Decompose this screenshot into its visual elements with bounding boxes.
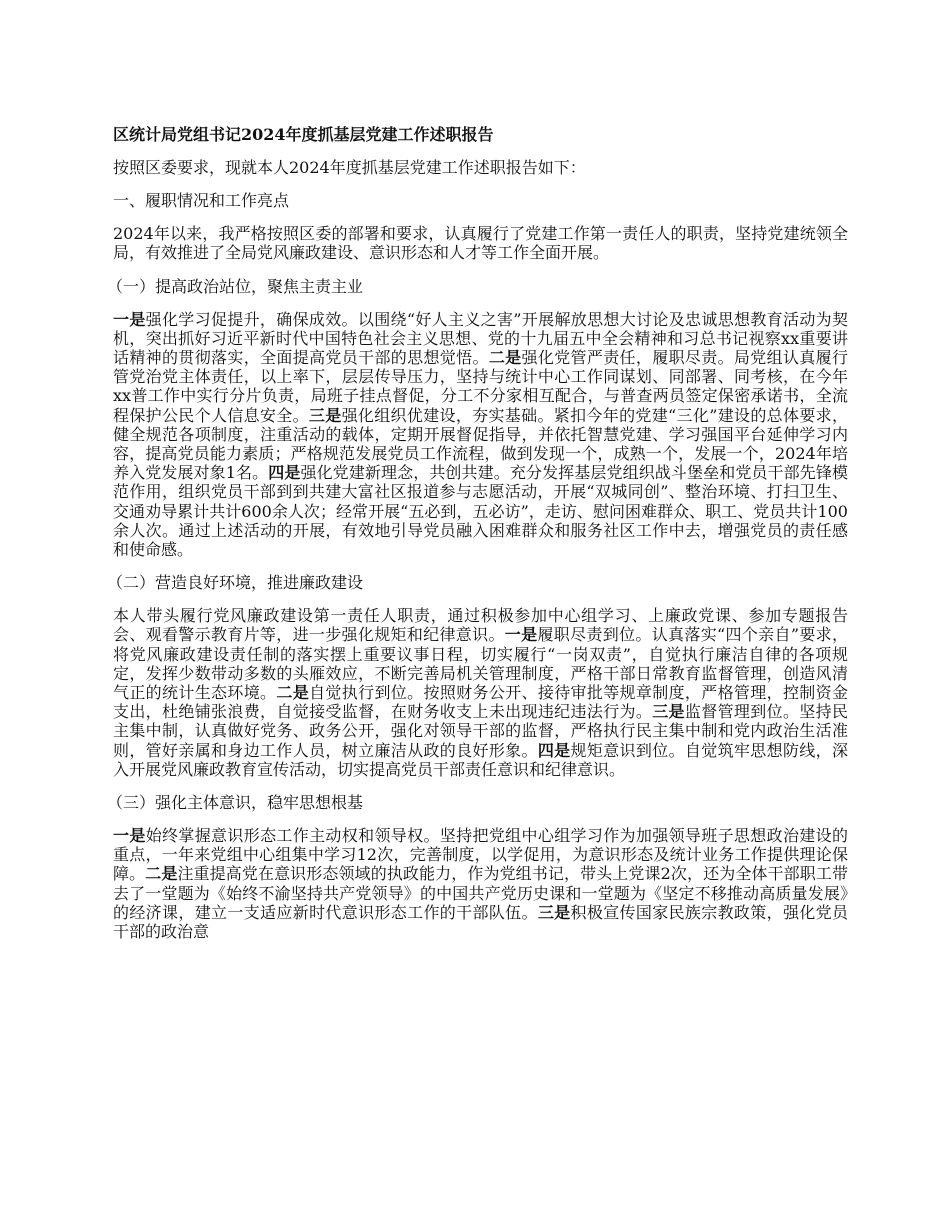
point-label: 三是 (537, 902, 571, 922)
point-label: 一是 (113, 309, 146, 329)
point-text: 履职尽责到位。认真落实“四个亲自”要求，将党风廉政建设责任制的落实摆上重要议事日程，切实履行“一岗双责”，自觉执行廉洁自律的各项规定，发挥少数带动多数的头雁效应，不断完善局机关管理制度，严格干部日常教育监督管理，创造风清气正的统计生态环境。 (113, 625, 848, 703)
point-text: 强化学习促提升，确保成效。以围绕“好人主义之害”开展解放思想大讨论及忠诚思想教育活动为契机，突出抓好习近平新时代中国特色社会主义思想、党的十九届五中全会精神和习总书记视察xx重要讲话精神的贯彻落实，全面提高党员干部的思想觉悟。 (113, 309, 848, 368)
point-text: 自觉执行到位。按照财务公开、接待审批等规章制度，严格管理，控制资金支出，杜绝铺张浪费，自觉接受监督，在财务收支上未出现违纪违法行为。 (113, 683, 848, 722)
point-text: 积极宣传国家民族宗教政策，强化党员干部的政治意 (113, 902, 848, 942)
subsection-3-heading: （三）强化主体意识，稳牢思想根基 (107, 793, 364, 813)
document-title: 区统计局党组书记2024年度抓基层党建工作述职报告 (113, 125, 494, 144)
point-text: 始终掌握意识形态工作主动权和领导权。坚持把党组中心组学习作为加强领导班子思想政治建设的重点，一年来党组中心组集中学习12次，完善制度，以学促用，为意识形态及统计业务工作提供理论保障。 (113, 826, 848, 884)
point-label: 二是 (488, 348, 522, 368)
point-text: 强化党管严责任，履职尽责。局党组认真履行管党治党主体责任，以上率下，层层传导压力，坚持与统计中心工作同谋划、同部署、同考核，在今年xx普工作中实行分片负责，局班子挂点督促，分工不分家相互配合，与普查两员签定保密承诺书，全流程保护公民个人信息安全。 (113, 348, 848, 425)
point-label: 一是 (113, 826, 146, 846)
document-page (107, 125, 848, 955)
point-label: 四是 (268, 463, 301, 483)
point-label: 三是 (308, 405, 342, 425)
point-text: 强化党建新理念，共创共建。充分发挥基层党组织战斗堡垒和党员干部先锋模范作用，组织党员干部到到共建大富社区报道参与志愿活动，开展“双城同创”、整治环境、打扫卫生、交通劝导累计共计600余人次；经常开展“五必到，五必访”，走访、慰问困难群众、职工、党员共计100余人次。通过上述活动的开展，有效地引导党员融入困难群众和服务社区工作中去，增强党员的责任感和使命感。 (113, 463, 848, 560)
subsection-1-paragraph (113, 310, 848, 560)
point-text: 规矩意识到位。自觉筑牢思想防线，深入开展党风廉政教育宣传活动，切实提高党员干部责任意识和纪律意识。 (113, 740, 848, 779)
subsection-1-heading: （一）提高政治站位，聚焦主责主业 (107, 276, 364, 296)
point-label: 二是 (276, 683, 310, 703)
subsection-2-paragraph (113, 606, 848, 779)
point-text: 注重提高党在意识形态领域的执政能力，作为党组书记，带头上党课2次，还为全体干部职工带去了一堂题为《始终不渝坚持共产党领导》的中国共产党历史课和一堂题为《坚定不移推动高质量发展》的经济课，建立一支适应新时代意识形态工作的干部队伍。 (113, 864, 848, 922)
point-text: 监督管理到位。坚持民主集中制，认真做好党务、政务公开，强化对领导干部的监督，严格执行民主集中制和党内政治生活准则，管好亲属和身边工作人员，树立廉洁从政的良好形象。 (113, 702, 848, 760)
point-label: 二是 (145, 864, 178, 884)
intro-paragraph: 按照区委要求，现就本人2024年度抓基层党建工作述职报告如下： (113, 158, 586, 177)
point-label: 三是 (652, 702, 685, 722)
subsection-3-paragraph (113, 826, 848, 941)
section-1-heading: 一、履职情况和工作亮点 (113, 191, 290, 211)
section-1-paragraph: 2024年以来，我严格按照区委的部署和要求，认真履行了党建工作第一责任人的职责，坚持党建统领全局，有效推进了全局党风廉政建设、意识形态和人才等工作全面开展。 (113, 224, 848, 263)
point-text: 强化组织优建设，夯实基础。紧扣今年的党建“三化”建设的总体要求，健全规范各项制度，注重活动的载体，定期开展督促指导，并依托智慧党建、学习强国平台延伸学习内容，提高党员能力素质；严格规范发展党员工作流程，做到发现一个，成熟一个，发展一个，2024年培养入党发展对象1名。 (113, 405, 848, 483)
subsection-2-heading: （二）营造良好环境，推进廉政建设 (107, 573, 364, 593)
point-label: 四是 (537, 740, 571, 760)
lead-text: 本人带头履行党风廉政建设第一责任人职责，通过积极参加中心组学习、上廉政党课、参加专题报告会、观看警示教育片等，进一步强化规矩和纪律意识。 (113, 606, 848, 645)
point-label: 一是 (504, 625, 538, 645)
